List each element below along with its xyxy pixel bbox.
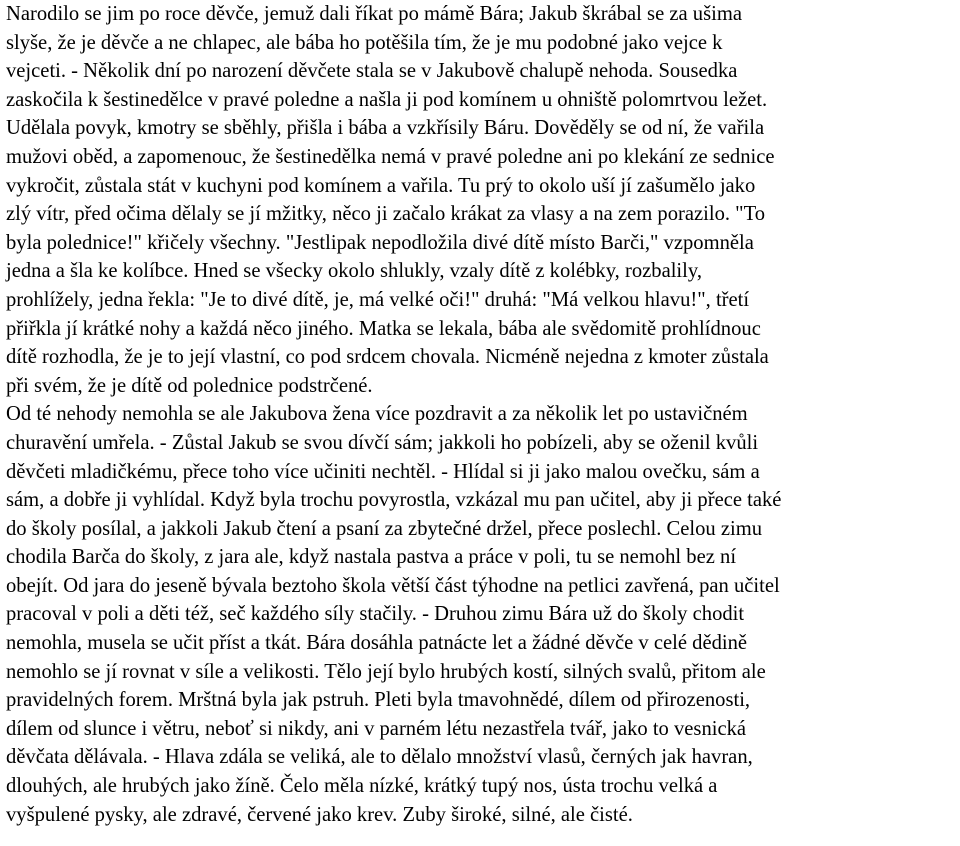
text-line-11: prohlížely, jedna řekla: "Je to divé dítě, je, má velké oči!" druhá: "Má velkou hlavu!", třetí <box>6 288 750 311</box>
text-line-10: jedna a šla ke kolíbce. Hned se všecky okolo shlukly, vzaly dítě z kolébky, rozbalily, <box>6 260 702 283</box>
text-line-23: nemohla, musela se učit příst a tkát. Bára dosáhla patnácte let a žádné děvče v celé dědině <box>6 632 748 655</box>
text-line-1: Narodilo se jim po roce děvče, jemuž dali říkat po mámě Bára; Jakub škrábal se za ušima <box>6 3 742 25</box>
text-line-27: děvčata dělávala. - Hlava zdála se veliká, ale to dělalo množství vlasů, černých jak havran, <box>6 746 753 769</box>
text-line-24: nemohlo se jí rovnat v síle a velikosti. Tělo její bylo hrubých kostí, silných svalů, přitom ale <box>6 660 766 683</box>
text-line-17: děvčeti mladičkému, přece toho více učiniti nechtěl. - Hlídal si ji jako malou ovečku, sám a <box>6 460 760 483</box>
text-line-5: Udělala povyk, kmotry se sběhly, přišla i bába a vzkřísily Báru. Dověděly se od ní, že vařila <box>6 117 765 140</box>
text-line-19: do školy posílal, a jakkoli Jakub čtení a psaní za zbytečné držel, přece poslechl. Celou zimu <box>6 517 763 540</box>
text-line-20: chodila Barča do školy, z jara ale, když nastala pastva a práce v poli, tu se nemohl bez ní <box>6 546 737 569</box>
text-line-9: byla polednice!" křičely všechny. "Jestlipak nepodložila divé dítě místo Barči," vzpomněla <box>6 231 754 254</box>
text-line-12: přiřkla jí krátké nohy a každá něco jiného. Matka se lekala, bába ale svědomitě prohlídnouc <box>6 317 761 340</box>
text-line-6: mužovi oběd, a zapomenouc, že šestinedělka nemá v pravé poledne ani po klekání ze sednice <box>6 145 775 168</box>
text-line-3: vejceti. - Několik dní po narození děvčete stala se v Jakubově chalupě nehoda. Sousedka <box>6 60 738 83</box>
text-line-7: vykročit, zůstala stát v kuchyni pod komínem a vařila. Tu prý to okolo uší jí zašumělo jako <box>6 174 756 197</box>
text-line-21: obejít. Od jara do jeseně bývala beztoho škola větší část týhodne na petlici zavřená, pan učitel <box>6 574 780 597</box>
text-line-13: dítě rozhodla, že je to její vlastní, co pod srdcem chovala. Nicméně nejedna z kmoter zůstala <box>6 346 769 369</box>
text-line-4: zaskočila k šestinedělce v pravé poledne a našla ji pod komínem u ohniště polomrtvou ležet. <box>6 88 768 111</box>
text-line-14: při svém, že je dítě od polednice podstrčené. <box>6 374 373 397</box>
text-line-15: Od té nehody nemohla se ale Jakubova žena více pozdravit a za několik let po ustavičném <box>6 403 748 426</box>
text-line-28: dlouhých, ale hrubých jako žíně. Čelo měla nízké, krátký tupý nos, ústa trochu velká a <box>6 775 718 798</box>
text-line-26: dílem od slunce i větru, neboť si nikdy, ani v parném létu nezastřela tvář, jako to vesnická <box>6 717 747 740</box>
text-line-29: vyšpulené pysky, ale zdravé, červené jako krev. Zuby široké, silné, ale čisté. <box>6 803 633 826</box>
text-line-16: churavění umřela. - Zůstal Jakub se svou dívčí sám; jakkoli ho pobízeli, aby se oženil kvůli <box>6 431 759 454</box>
text-line-2: slyše, že je děvče a ne chlapec, ale bába ho potěšila tím, že je mu podobné jako vejce k <box>6 31 723 54</box>
text-line-22: pracoval v poli a děti též, seč každého síly stačily. - Druhou zimu Bára už do školy chodit <box>6 603 745 626</box>
text-line-25: pravidelných forem. Mrštná byla jak pstruh. Pleti byla tmavohnědé, dílem od přirozenosti, <box>6 689 751 712</box>
text-line-18: sám, a dobře ji vyhlídal. Když byla trochu povyrostla, vzkázal mu pan učitel, aby ji přece také <box>6 489 782 512</box>
text-line-8: zlý vítr, před očima dělaly se jí mžitky, něco ji začalo krákat za vlasy a na zem porazilo. "To <box>6 203 766 226</box>
